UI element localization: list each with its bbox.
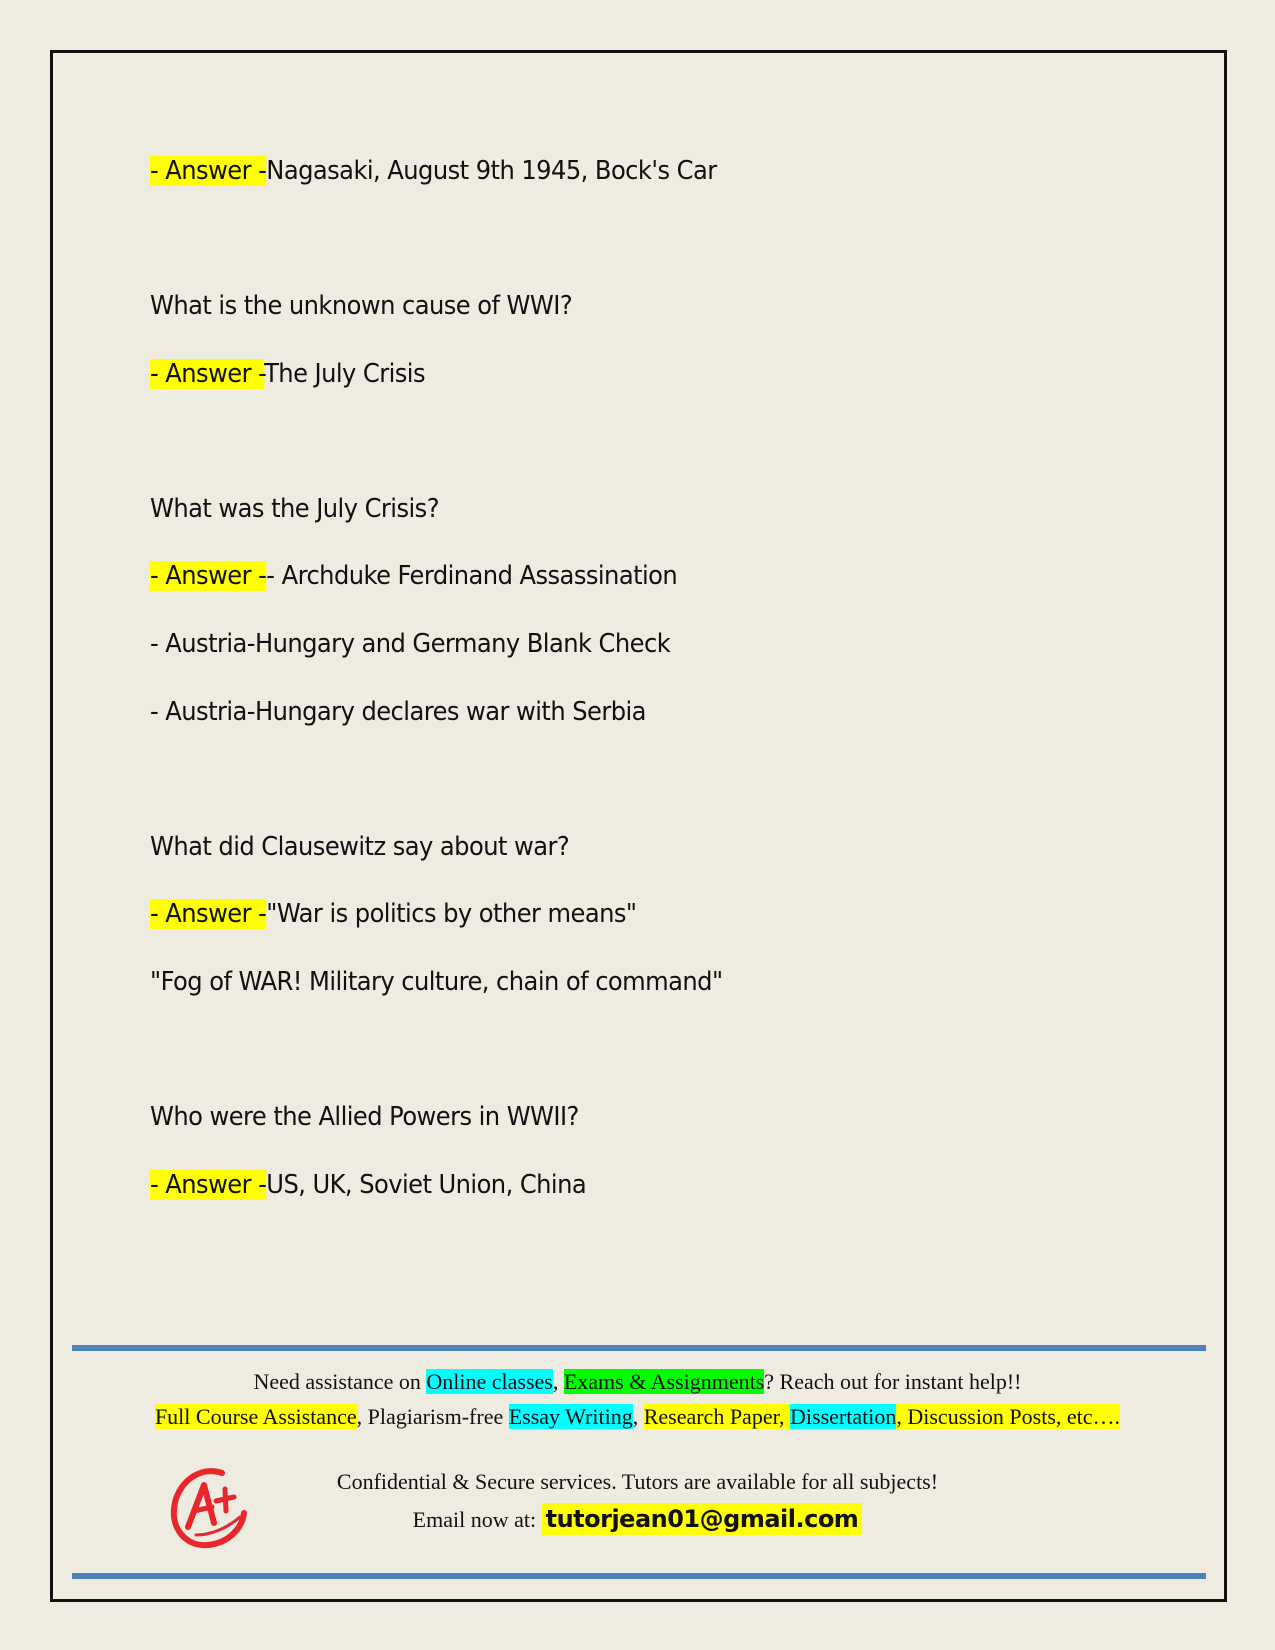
answer-line	[150, 556, 677, 597]
footer-services-line	[0, 1367, 1275, 1397]
footer-text: , Plagiarism-free	[356, 1404, 509, 1429]
email-link[interactable]: tutorjean01@gmail.com	[542, 1503, 863, 1535]
answer-text: - Austria-Hungary declares war with Serbia	[150, 697, 646, 727]
question-line	[150, 489, 439, 530]
answer-label: - Answer -	[150, 1170, 267, 1200]
answer-text: "War is politics by other means"	[266, 899, 637, 929]
highlight-research-paper: Research Paper,	[643, 1404, 791, 1429]
answer-text: - Austria-Hungary and Germany Blank Check	[150, 629, 671, 659]
footer-top-rule	[72, 1345, 1206, 1351]
footer-text: ,	[632, 1404, 644, 1429]
highlight-discussion-posts: , Discussion Posts, etc….	[896, 1404, 1121, 1429]
question-line	[150, 286, 572, 327]
question-text: Who were the Allied Powers in WWII?	[150, 1102, 579, 1132]
highlight-full-course: Full Course Assistance	[154, 1404, 357, 1429]
footer-text: Need assistance on	[253, 1369, 427, 1394]
highlight-dissertation: Dissertation	[790, 1404, 897, 1429]
footer-bottom-rule	[72, 1573, 1206, 1579]
email-label: Email now at:	[412, 1507, 542, 1532]
answer-text: "Fog of WAR! Military culture, chain of command"	[150, 967, 723, 997]
footer-confidential-line	[0, 1467, 1275, 1497]
answer-label: - Answer -	[150, 359, 265, 389]
footer-email-line	[0, 1504, 1275, 1535]
question-line	[150, 827, 569, 868]
answer-text: The July Crisis	[264, 359, 426, 389]
question-line	[150, 1097, 579, 1138]
answer-label: - Answer -	[150, 561, 267, 591]
answer-continuation	[150, 692, 646, 733]
answer-line	[150, 151, 717, 192]
answer-label: - Answer -	[150, 899, 267, 929]
footer-text: Confidential & Secure services. Tutors are available for all subjects!	[336, 1469, 939, 1494]
highlight-exams-assignments: Exams & Assignments	[563, 1369, 765, 1394]
question-text: What did Clausewitz say about war?	[150, 832, 570, 862]
answer-continuation	[150, 962, 723, 1003]
answer-text: - Archduke Ferdinand Assassination	[266, 561, 678, 591]
footer-offerings-line	[0, 1402, 1275, 1432]
answer-continuation	[150, 624, 670, 665]
answer-line	[150, 894, 636, 935]
answer-line	[150, 354, 425, 395]
answer-line	[150, 1165, 586, 1206]
highlight-essay-writing: Essay Writing	[508, 1404, 633, 1429]
highlight-online-classes: Online classes	[426, 1369, 553, 1394]
question-text: What was the July Crisis?	[150, 494, 439, 524]
answer-text: Nagasaki, August 9th 1945, Bock's Car	[266, 156, 717, 186]
question-text: What is the unknown cause of WWI?	[150, 291, 573, 321]
footer-text: ,	[552, 1369, 564, 1394]
footer-text: ? Reach out for instant help!!	[764, 1369, 1022, 1394]
answer-text: US, UK, Soviet Union, China	[266, 1170, 587, 1200]
answer-label: - Answer -	[150, 156, 267, 186]
